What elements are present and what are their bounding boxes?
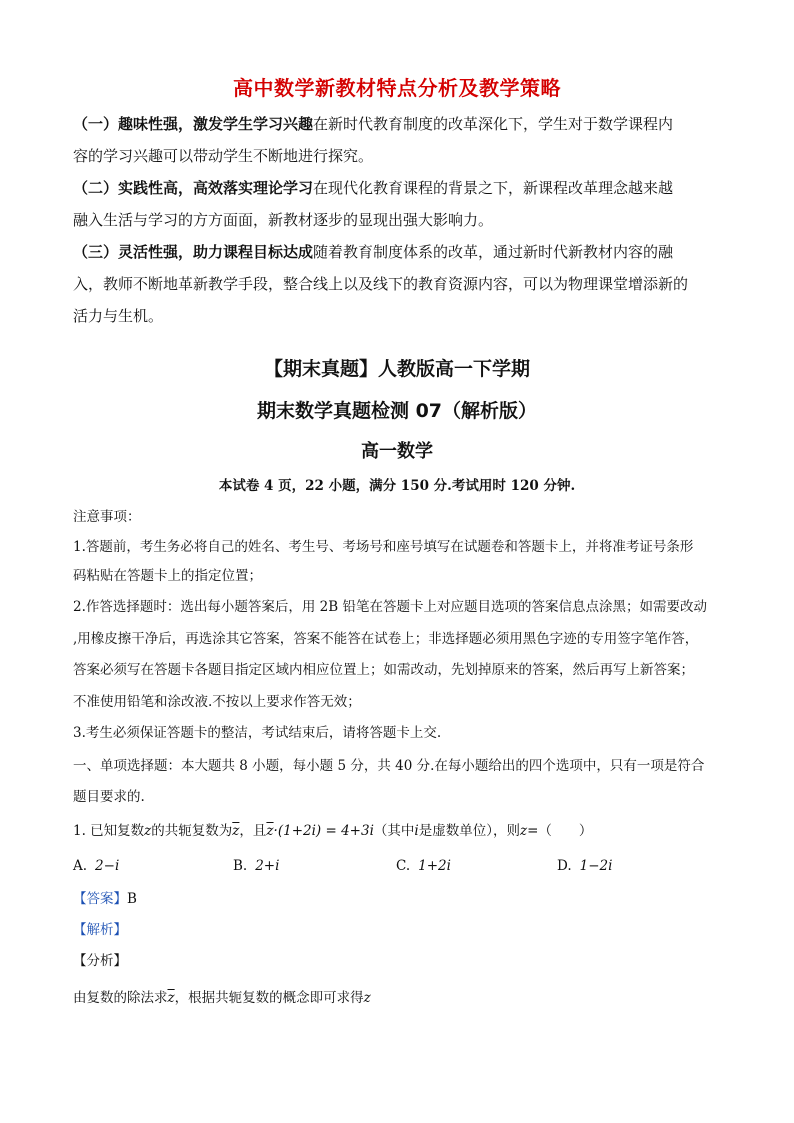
notice-line: 码粘贴在答题卡上的指定位置； bbox=[73, 568, 262, 584]
feature-paragraph-1 bbox=[73, 108, 723, 172]
option-b bbox=[233, 858, 279, 874]
explanation-line bbox=[73, 989, 723, 1007]
explanation-text: ，根据共轭复数的概念即可求得 bbox=[174, 990, 364, 1006]
option-value: 1+2i bbox=[418, 858, 451, 874]
question-text: =（ ） bbox=[527, 823, 593, 839]
feature-text: 容的学习兴趣可以带动学生不断地进行探究。 bbox=[73, 147, 374, 165]
notice-heading: 注意事项： bbox=[73, 509, 141, 525]
feature-text: 活力与生机。 bbox=[73, 307, 164, 325]
feature-lead: （三）灵活性强，助力课程目标达成 bbox=[73, 243, 314, 261]
option-label: B. bbox=[233, 858, 248, 874]
question-text: 是虚数单位），则 bbox=[418, 823, 520, 839]
option-c bbox=[396, 858, 451, 874]
math-z: z bbox=[144, 823, 152, 839]
feature-lead: （一）趣味性强，激发学生学习兴趣 bbox=[73, 115, 314, 133]
option-value: 2+i bbox=[255, 858, 280, 874]
feature-text: 融入生活与学习的方方面面，新教材逐步的显现出强大影响力。 bbox=[73, 211, 494, 229]
feature-text: 入，教师不断地革新教学手段，整合线上以及线下的教育资源内容，可以为物理课堂增添新的 bbox=[73, 275, 689, 293]
math-z: z bbox=[519, 823, 528, 839]
exam-title-1: 【期末真题】人教版高一下学期 bbox=[263, 358, 530, 380]
answer-value: B bbox=[127, 891, 137, 907]
feature-text: 随着教育制度体系的改革，通过新时代新教材内容的融 bbox=[313, 243, 674, 261]
exam-info: 本试卷 4 页，22 小题，满分 150 分.考试用时 120 分钟. bbox=[218, 478, 576, 494]
option-value: 2−i bbox=[95, 858, 120, 874]
feature-text: 在新时代教育制度的改革深化下，学生对于数学课程内 bbox=[313, 115, 674, 133]
option-d bbox=[557, 858, 612, 874]
option-label: A. bbox=[73, 858, 88, 874]
fenxi-tag: 【分析】 bbox=[73, 953, 127, 969]
math-z: z bbox=[363, 990, 371, 1006]
feature-text: 在现代化教育课程的背景之下，新课程改革理念越来越 bbox=[313, 179, 674, 197]
option-value: 1−2i bbox=[579, 858, 613, 874]
question-text: 的共轭复数为 bbox=[151, 823, 233, 839]
section-heading: 题目要求的. bbox=[73, 789, 145, 805]
feature-paragraph-3 bbox=[73, 236, 723, 332]
section-heading: 一、单项选择题：本大题共 8 小题，每小题 5 分，共 40 分.在每小题给出的四个选项中，只有一项是符合 bbox=[73, 758, 705, 774]
explanation-text: 由复数的除法求 bbox=[73, 990, 168, 1006]
notice-line: 2.作答选择题时：选出每小题答案后，用 2B 铅笔在答题卡上对应题目选项的答案信息点涂黑；如需要改动 bbox=[73, 599, 707, 615]
option-label: C. bbox=[396, 858, 411, 874]
answer-line bbox=[73, 890, 723, 908]
math-i: i bbox=[414, 823, 419, 839]
notice-line: 1.答题前，考生务必将自己的姓名、考生号、考场号和座号填写在试题卷和答题卡上，并将准考证号条形 bbox=[73, 539, 694, 555]
answer-tag: 【答案】 bbox=[73, 891, 127, 907]
question-text: 1. 已知复数 bbox=[73, 823, 145, 839]
notice-line: ,用橡皮擦干净后，再选涂其它答案，答案不能答在试卷上；非选择题必须用黑色字迹的专用签字笔作答， bbox=[73, 631, 699, 647]
option-a bbox=[73, 858, 119, 874]
exam-subject: 高一数学 bbox=[361, 441, 433, 462]
math-zbar: $\overline{z}$ bbox=[167, 990, 175, 1006]
question-text: （其中 bbox=[373, 823, 415, 839]
question-stem bbox=[73, 822, 723, 840]
analysis-tag: 【解析】 bbox=[73, 922, 127, 938]
feature-lead: （二）实践性高，高效落实理论学习 bbox=[73, 179, 314, 197]
notice-line: 3.考生必须保证答题卡的整洁，考试结束后，请将答题卡上交. bbox=[73, 725, 442, 741]
red-title: 高中数学新教材特点分析及教学策略 bbox=[233, 76, 561, 100]
math-zbar: $\overline{z}$ bbox=[266, 823, 274, 839]
math-zbar: $\overline{z}$ bbox=[232, 823, 240, 839]
question-text: ，且 bbox=[239, 823, 267, 839]
notice-line: 不准使用铅笔和涂改液.不按以上要求作答无效； bbox=[73, 694, 361, 710]
exam-title-2: 期末数学真题检测 07（解析版） bbox=[256, 400, 538, 422]
feature-paragraph-2 bbox=[73, 172, 723, 236]
option-label: D. bbox=[557, 858, 572, 874]
math-equation: ·(1+2i) = 4+3i bbox=[273, 823, 374, 839]
notice-line: 答案必须写在答题卡各题目指定区域内相应位置上；如需改动，先划掉原来的答案，然后再写上新答案； bbox=[73, 662, 694, 678]
